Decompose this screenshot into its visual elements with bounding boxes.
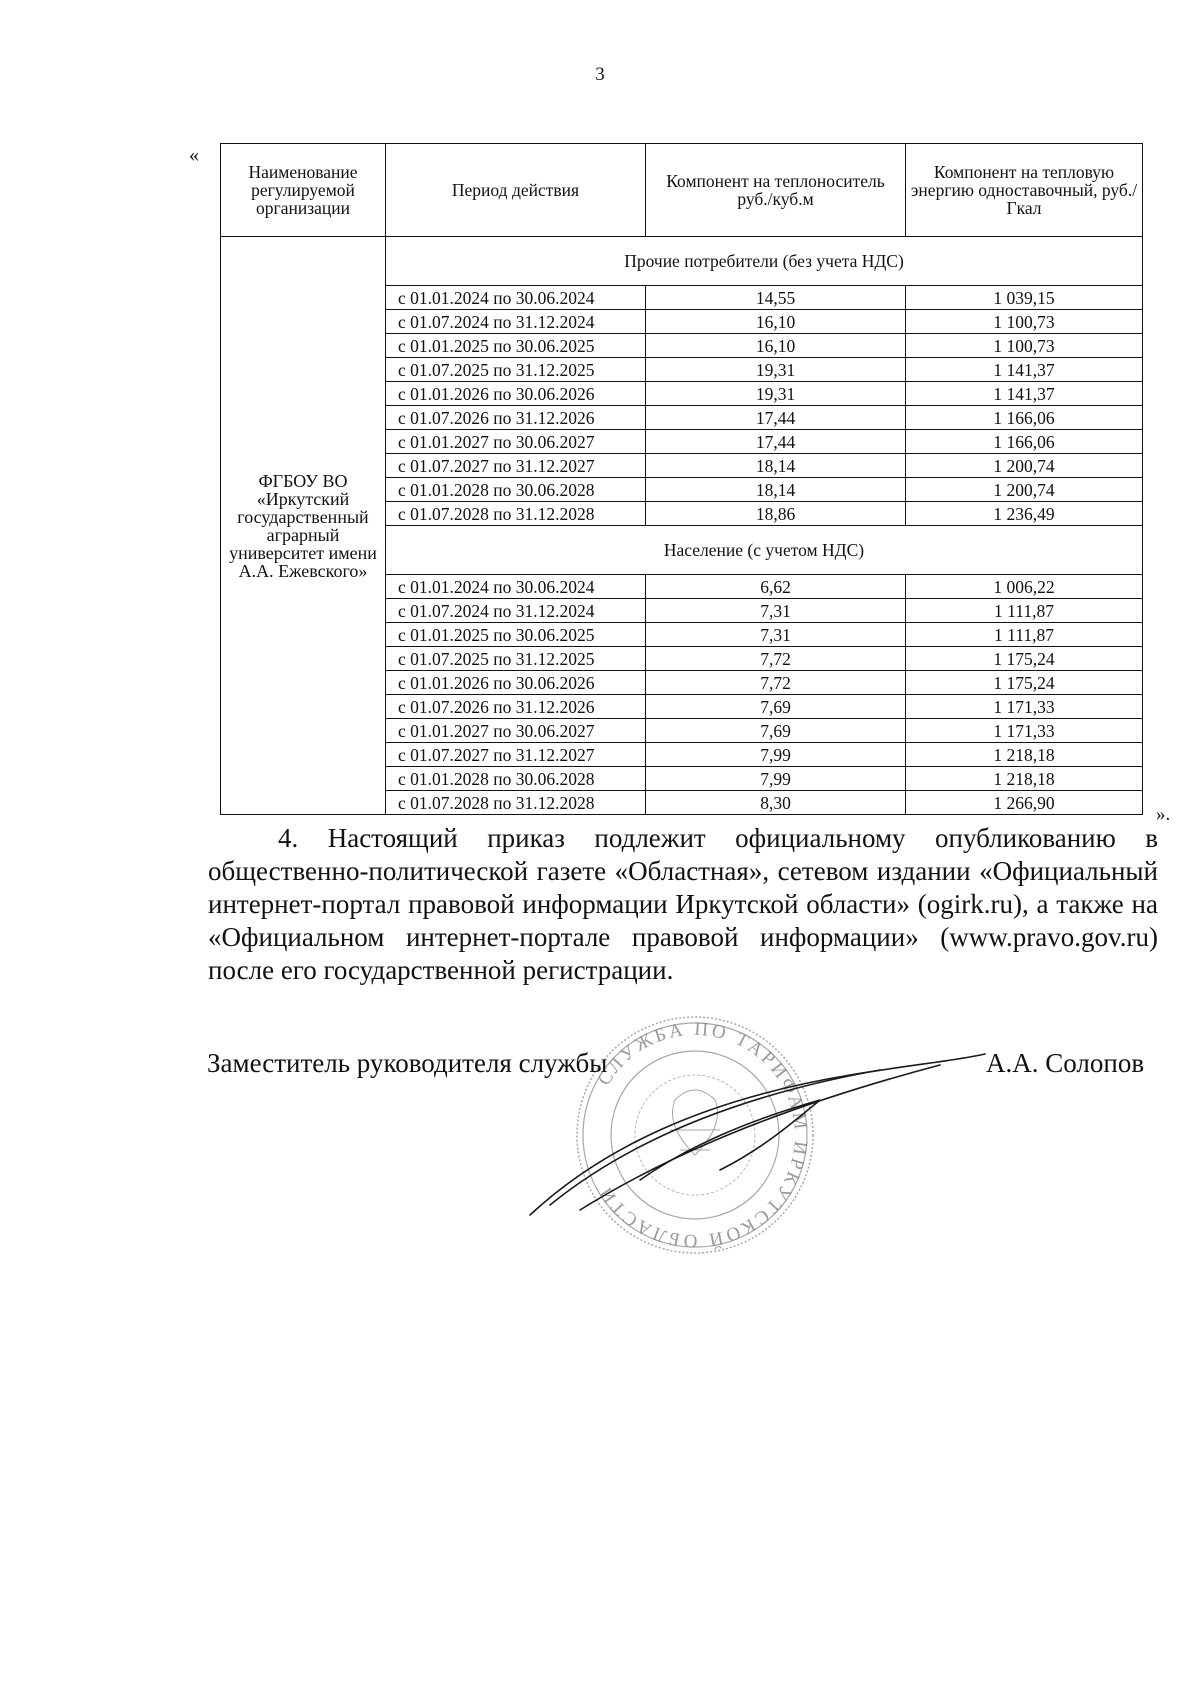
heat-price-cell: 1 039,15 bbox=[906, 286, 1143, 310]
header-period: Период действия bbox=[386, 144, 646, 237]
header-org: Наименование регулируемой организации bbox=[221, 144, 386, 237]
period-cell: с 01.07.2026 по 31.12.2026 bbox=[386, 406, 646, 430]
heat-price-cell: 1 218,18 bbox=[906, 767, 1143, 791]
coolant-price-cell: 7,72 bbox=[646, 671, 906, 695]
period-cell: с 01.01.2025 по 30.06.2025 bbox=[386, 334, 646, 358]
period-cell: с 01.01.2024 по 30.06.2024 bbox=[386, 286, 646, 310]
period-cell: с 01.01.2028 по 30.06.2028 bbox=[386, 767, 646, 791]
period-cell: с 01.01.2025 по 30.06.2025 bbox=[386, 623, 646, 647]
period-cell: с 01.07.2027 по 31.12.2027 bbox=[386, 454, 646, 478]
coolant-price-cell: 7,99 bbox=[646, 767, 906, 791]
coolant-price-cell: 19,31 bbox=[646, 382, 906, 406]
heat-price-cell: 1 171,33 bbox=[906, 695, 1143, 719]
period-cell: с 01.01.2027 по 30.06.2027 bbox=[386, 430, 646, 454]
period-cell: с 01.01.2024 по 30.06.2024 bbox=[386, 575, 646, 599]
heat-price-cell: 1 200,74 bbox=[906, 478, 1143, 502]
period-cell: с 01.07.2028 по 31.12.2028 bbox=[386, 502, 646, 526]
tariff-table bbox=[220, 143, 1143, 815]
coolant-price-cell: 16,10 bbox=[646, 310, 906, 334]
table-header-row bbox=[221, 144, 1143, 237]
open-quote-mark: « bbox=[189, 144, 199, 166]
heat-price-cell: 1 166,06 bbox=[906, 430, 1143, 454]
heat-price-cell: 1 218,18 bbox=[906, 743, 1143, 767]
coolant-price-cell: 7,69 bbox=[646, 695, 906, 719]
period-cell: с 01.07.2027 по 31.12.2027 bbox=[386, 743, 646, 767]
heat-price-cell: 1 266,90 bbox=[906, 791, 1143, 815]
coolant-price-cell: 7,99 bbox=[646, 743, 906, 767]
heat-price-cell: 1 111,87 bbox=[906, 623, 1143, 647]
heat-price-cell: 1 175,24 bbox=[906, 671, 1143, 695]
seal-text: СЛУЖБА ПО ТАРИФАМ ИРКУТСКОЙ ОБЛАСТИ bbox=[593, 1018, 812, 1252]
coolant-price-cell: 6,62 bbox=[646, 575, 906, 599]
period-cell: с 01.07.2028 по 31.12.2028 bbox=[386, 791, 646, 815]
heat-price-cell: 1 200,74 bbox=[906, 454, 1143, 478]
heat-price-cell: 1 175,24 bbox=[906, 647, 1143, 671]
coolant-price-cell: 7,31 bbox=[646, 623, 906, 647]
heat-price-cell: 1 141,37 bbox=[906, 382, 1143, 406]
coolant-price-cell: 18,14 bbox=[646, 454, 906, 478]
period-cell: с 01.07.2024 по 31.12.2024 bbox=[386, 310, 646, 334]
heat-price-cell: 1 111,87 bbox=[906, 599, 1143, 623]
heat-price-cell: 1 141,37 bbox=[906, 358, 1143, 382]
heat-price-cell: 1 166,06 bbox=[906, 406, 1143, 430]
heat-price-cell: 1 006,22 bbox=[906, 575, 1143, 599]
heat-price-cell: 1 100,73 bbox=[906, 334, 1143, 358]
coolant-price-cell: 18,14 bbox=[646, 478, 906, 502]
coolant-price-cell: 7,72 bbox=[646, 647, 906, 671]
signatory-name: А.А. Солопов bbox=[986, 1048, 1145, 1078]
period-cell: с 01.01.2026 по 30.06.2026 bbox=[386, 671, 646, 695]
period-cell: с 01.07.2025 по 31.12.2025 bbox=[386, 358, 646, 382]
heat-price-cell: 1 171,33 bbox=[906, 719, 1143, 743]
group-title-row bbox=[221, 237, 1143, 286]
organization-name-cell: ФГБОУ ВО «Иркутский государственный аграрный университет имени А.А. Ежевского» bbox=[221, 237, 386, 815]
page-number: 3 bbox=[595, 64, 605, 85]
coolant-price-cell: 17,44 bbox=[646, 430, 906, 454]
publication-paragraph: 4. Настоящий приказ подлежит официальному опубликованию в общественно-политической газете «Областная», сетевом издании «Официальный интернет-портал правовой информации Иркутской области» (ogirk.ru), а также на «Официальном интернет-портале правовой информации» (www.pravo.gov.ru) после его государственной регистрации. bbox=[208, 823, 1158, 985]
header-coolant: Компонент на теплоноситель руб./куб.м bbox=[646, 144, 906, 237]
period-cell: с 01.07.2025 по 31.12.2025 bbox=[386, 647, 646, 671]
group-title: Население (с учетом НДС) bbox=[386, 526, 1143, 575]
period-cell: с 01.01.2028 по 30.06.2028 bbox=[386, 478, 646, 502]
period-cell: с 01.01.2027 по 30.06.2027 bbox=[386, 719, 646, 743]
heat-price-cell: 1 236,49 bbox=[906, 502, 1143, 526]
period-cell: с 01.01.2026 по 30.06.2026 bbox=[386, 382, 646, 406]
close-quote-mark: ». bbox=[1156, 804, 1171, 825]
period-cell: с 01.07.2026 по 31.12.2026 bbox=[386, 695, 646, 719]
coolant-price-cell: 18,86 bbox=[646, 502, 906, 526]
header-heat: Компонент на тепловую энергию одноставочный, руб./Гкал bbox=[906, 144, 1143, 237]
group-title: Прочие потребители (без учета НДС) bbox=[386, 237, 1143, 286]
signatory-title: Заместитель руководителя службы bbox=[207, 1048, 608, 1078]
handwritten-signature bbox=[520, 1040, 990, 1220]
period-cell: с 01.07.2024 по 31.12.2024 bbox=[386, 599, 646, 623]
coolant-price-cell: 7,69 bbox=[646, 719, 906, 743]
coolant-price-cell: 8,30 bbox=[646, 791, 906, 815]
coolant-price-cell: 19,31 bbox=[646, 358, 906, 382]
coolant-price-cell: 16,10 bbox=[646, 334, 906, 358]
heat-price-cell: 1 100,73 bbox=[906, 310, 1143, 334]
coolant-price-cell: 17,44 bbox=[646, 406, 906, 430]
coolant-price-cell: 14,55 bbox=[646, 286, 906, 310]
coolant-price-cell: 7,31 bbox=[646, 599, 906, 623]
